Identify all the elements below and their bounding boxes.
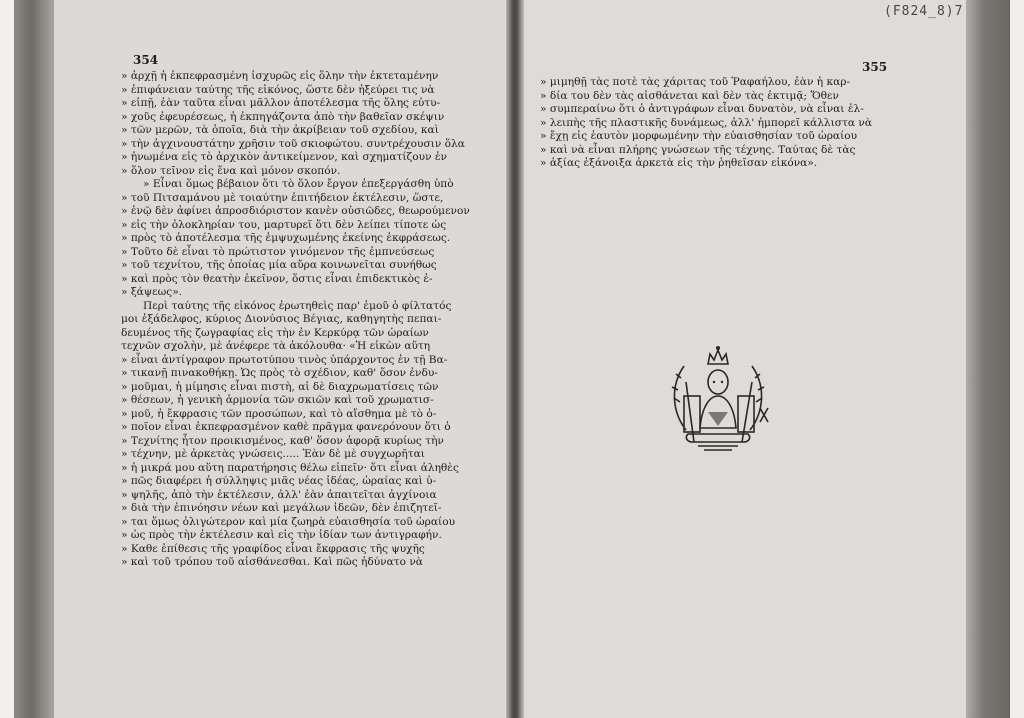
text-line: » τοῦ τεχνίτου, τῆς ὁποίας μία αὔρα κοινωνεῖται συνήθως [121,259,437,271]
text-line: » ὡς πρὸς τὴν ἐκτέλεσιν καὶ εἰς τὴν ἰδίαν των ἀντιγραφήν. [121,529,442,541]
text-line: » ψηλῆς, ἀπὸ τὴν ἐκτέλεσιν, ἀλλ' ἐὰν ἀπαιτεῖται ἀγχίνοια [121,488,437,501]
text-line: » τέχνην, μὲ ἀρκετὰς γνώσεις..... Ἐὰν δὲ μὲ συγχωρῆται [121,448,425,460]
text-line: » ται ὅμως ὀλιγώτερον καὶ μία ζωηρὰ εὐαισθησία τοῦ ὡραίου [121,515,456,528]
text-line: » ξάψεως». [121,286,183,298]
text-line: τεχνῶν σχολὴν, μὲ ἀνέφερε τὰ ἀκόλουθα· «Ἡ εἰκὼν αὕτη [121,340,431,352]
text-line: » ἀξίας ἐξάνοιξα ἀρκετὰ εἰς τὴν ῥηθεῖσαν εἰκόνα». [540,157,818,169]
text-line: » συμπεραίνω ὅτι ὁ ἀντιγράφων εἶναι δυνατὸν, νὰ εἶναι ἐλ- [540,103,864,115]
text-line: » τῶν μερῶν, τὰ ὁποῖα, διὰ τὴν ἀκρίβειαν τοῦ σχεδίου, καὶ [121,124,439,136]
text-line: » ἐπιφάνειαν ταύτης τῆς εἰκόνος, ὥστε δὲν ἠξεύρει τις νὰ [121,83,435,96]
book-gutter [506,0,524,718]
text-line: » τοῦ Πιτσαμάνου μὲ τοιαύτην ἐπιτήδειον ἐκτέλεσιν, ὥστε, [121,191,444,204]
text-line: » Τοῦτο δὲ εἶναι τὸ πρώτιστον γινόμενον τῆς ἐμπνεύσεως [121,245,435,258]
text-line: » ἡνωμένα εἰς τὸ ἀρχικὸν ἀντικείμενον, καὶ σχηματίζουν ἐν [121,151,447,163]
text-line: » καὶ πρὸς τὸν θεατὴν ἐκεῖνον, ὅστις εἶναι ἐπιδεκτικὸς ἐ- [121,272,433,285]
text-line: » μοῦμαι, ἡ μίμησις εἶναι πιστὴ, αἱ δὲ διαχρωματίσεις τῶν [121,380,439,393]
text-line: » τὴν ἀγχινουστάτην χρῆσιν τοῦ σκιοφώτου. συντρέχουσιν ὅλα [121,137,465,150]
right-book-edge [966,0,1010,718]
text-line: » ἀρχῇ ἡ ἐκπεφρασμένη ἰσχυρῶς εἰς ὅλην τὴν ἐκτεταμένην [121,70,439,82]
text-line: » εἶναι ἀντίγραφον πρωτοτύπου τινὸς ὑπάρχοντος ἐν τῇ Βα- [121,353,448,366]
text-line: » Καθε ἐπίθεσις τῆς γραφίδος εἶναι ἔκφρασις τῆς ψυχῆς [121,542,425,555]
text-line: » καὶ τοῦ τρόπου τοῦ αἰσθάνεσθαι. Καὶ πῶς ἠδύνατο νὰ [121,556,423,568]
crowned-bust-vignette-icon [664,342,772,452]
text-line: μοι ἐξάδελφος, κύριος Διονύσιος Βέγιας, καθηγητὴς πεπαι- [121,313,442,325]
text-line: » καὶ νὰ εἶναι πλήρης γνώσεων τῆς τέχνης. Ταύτας δὲ τὰς [540,143,856,156]
text-line: » ὅλον τεῖνον εἰς ἕνα καὶ μόνον σκοπόν. [121,164,341,177]
right-page-text [540,76,892,171]
text-line: » πρὸς τὸ ἀποτέλεσμα τῆς ἐμψυχωμένης ἐκείνης ἐκφράσεως. [121,232,451,244]
text-line: » ἡ μικρά μου αὕτη παρατήρησις θέλω εἰπεῖν· ὅτι εἶναι ἀληθὲς [121,461,459,474]
left-page-number: 354 [133,53,159,67]
text-line: » εἰπῇ, ἐὰν ταῦτα εἶναι μᾶλλον ἀποτέλεσμα τῆς ὅλης εὐτυ- [121,97,441,109]
text-line: » διὰ τὴν ἐπινόησιν νέων καὶ μεγάλων ἰδεῶν, δὲν ἐπιζητεῖ- [121,502,442,514]
scan-margin-right [1010,0,1024,718]
text-line: Περὶ ταύτης τῆς εἰκόνος ἐρωτηθεὶς παρ' ἐμοῦ ὁ φίλτατός [143,299,452,312]
text-line: δευμένος τῆς ζωγραφίας εἰς τὴν ἐν Κερκύρᾳ τῶν ὡραίων [121,326,429,339]
text-line: » πῶς διαφέρει ἡ σύλληψις μιᾶς νέας ἰδέας, ὡραίας καὶ ὑ- [121,475,437,487]
text-line: » Τεχνίτης ἦτον προικισμένος, καθ' ὅσον ἀφορᾷ κυρίως τὴν [121,434,444,447]
text-line: » ἐνῷ δὲν ἀφίνει ἀπροσδιόριστον κανὲν οὐσιῶδες, θεωρούμενον [121,205,470,217]
right-page-number: 355 [862,60,888,74]
text-line: » εἰς τὴν ὁλοκληρίαν του, μαρτυρεῖ ὅτι δὲν λείπει τίποτε ὡς [121,218,447,231]
text-line: » μιμηθῇ τὰς ποτὲ τὰς χάριτας τοῦ Ῥαφαήλου, ἐὰν ἡ καρ- [540,76,851,88]
handwritten-catalog-note: (F824_8)7 [884,4,964,19]
text-line: » λειπὴς τῆς πλαστικῆς δυνάμεως, ἀλλ' ἠμπορεῖ κάλλιστα νὰ [540,116,872,129]
text-line: » θέσεων, ἡ γενικὴ ἁρμονία τῶν σκιῶν καὶ τοῦ χρωματισ- [121,394,434,406]
left-book-edge [14,0,54,718]
text-line: » χοῦς ἐφευρέσεως, ἡ ἐκπηγάζοντα ἀπὸ τὴν βαθεῖαν σκέψιν [121,110,445,123]
text-line: » ποῖον εἶναι ἐκπεφρασμένον καθὲ πρᾶγμα φανερόνουν ὅτι ὁ [121,421,451,433]
text-line: » ἔχῃ εἰς ἑαυτὸν μορφωμένην τὴν εὐαισθησίαν τοῦ ὡραίου [540,130,858,142]
text-line: » Εἶναι ὅμως βέβαιον ὅτι τὸ ὅλον ἔργον ἐπεξεργάσθη ὑπὸ [143,178,454,190]
text-line: » μοῦ, ἡ ἔκφρασις τῶν προσώπων, καὶ τὸ αἴσθημα μὲ τὸ ὁ- [121,407,437,420]
text-line: » τικανῇ πινακοθήκῃ. Ὡς πρὸς τὸ σχέδιον, καθ' ὅσον ἐνδυ- [121,367,438,379]
scan-margin-left [0,0,14,718]
left-page-text [121,70,485,570]
text-line: » δία του δὲν τὰς αἰσθάνεται καὶ δὲν τὰς ἐκτιμᾷ; Ὅθεν [540,89,839,102]
